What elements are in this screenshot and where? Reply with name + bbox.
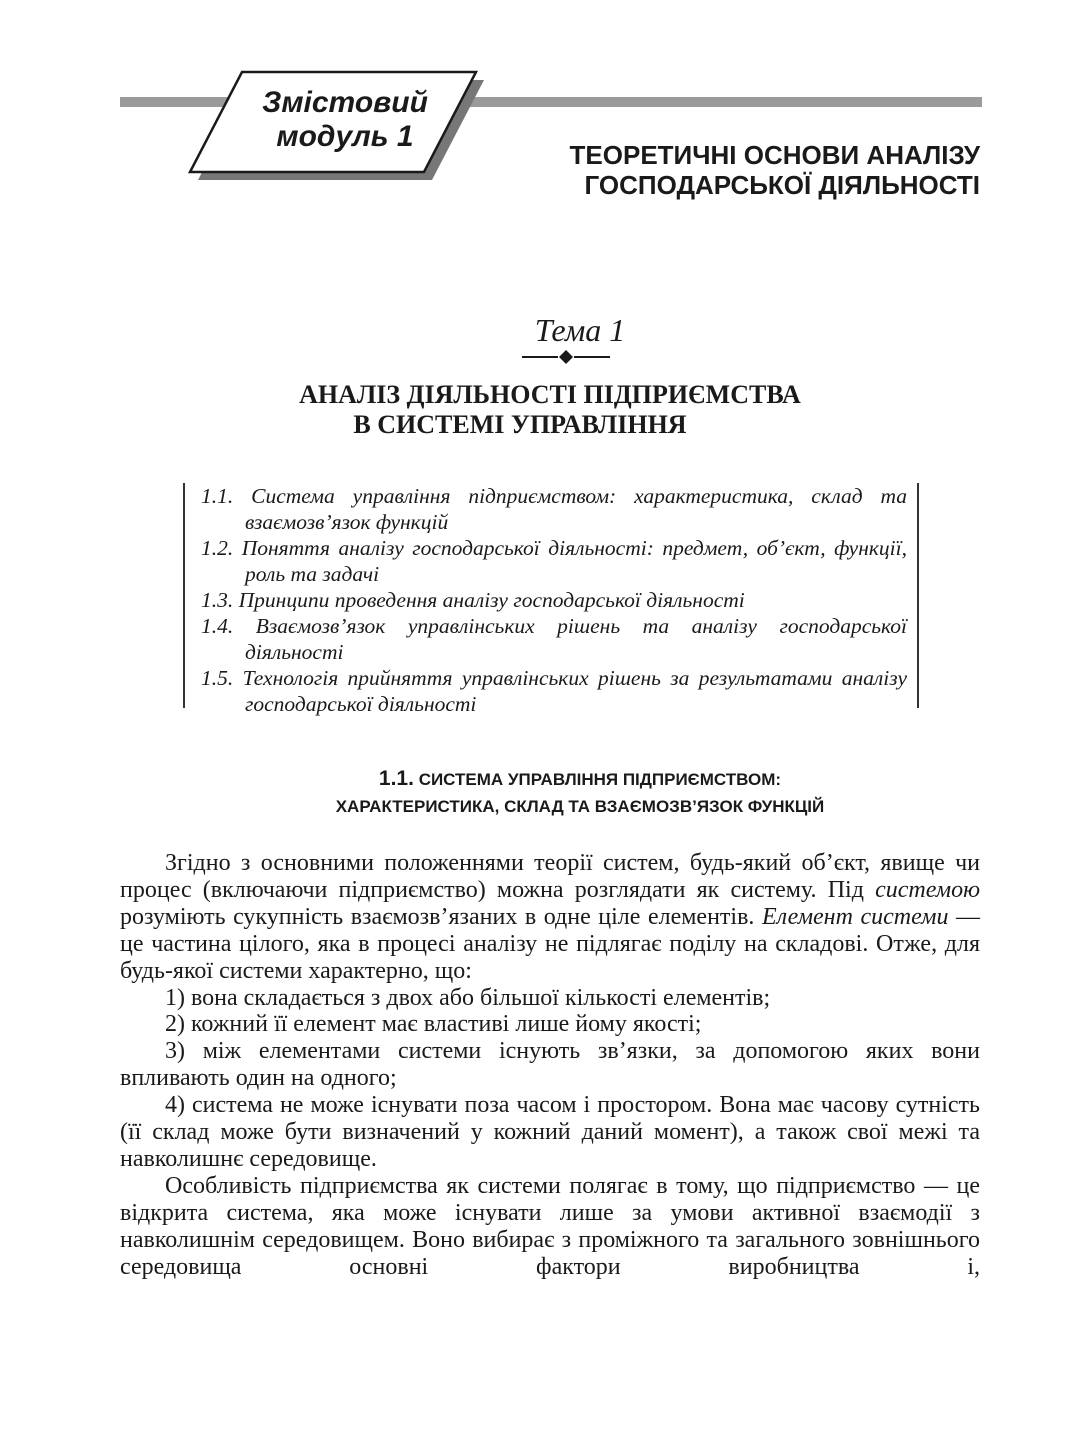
section-heading-line2: ХАРАКТЕРИСТИКА, СКЛАД ТА ВЗАЄМОЗВ’ЯЗОК ФУНКЦІЙ <box>335 797 825 816</box>
paragraph-text: Згідно з основними положеннями теорії систем, будь-який об’єкт, явище чи процес (включаючи підприємство) можна розглядати як систему. Під <box>120 850 980 903</box>
topic-title-line2: В СИСТЕМІ УПРАВЛІННЯ <box>353 410 687 439</box>
contents-item: 1.4. Взаємозв’язок управлінських рішень та аналізу господарської діяльності <box>201 614 907 664</box>
contents-item: 1.3. Принципи проведення аналізу господарської діяльності <box>201 588 745 612</box>
topic-title <box>240 380 860 440</box>
module-label <box>230 86 460 154</box>
list-item: 4) система не може існувати поза часом і простором. Вона має часову сутність (її склад може бути визначений у кожний даний момент), а також свої межі та навколишнє середовище. <box>120 1092 980 1172</box>
module-label-line1: Змістовий <box>262 86 428 119</box>
body-text <box>120 850 980 1281</box>
paragraph-text: розуміють сукупність взаємозв’язаних в одне ціле елементів. <box>120 903 762 930</box>
diamond-divider-icon <box>520 345 612 369</box>
module-label-line2: модуль 1 <box>276 120 414 153</box>
paragraph-text: — це частина цілого, яка в процесі аналізу не підлягає поділу на складові. Отже, для будь-якої системи характерно, що: <box>120 903 980 984</box>
contents-item: 1.5. Технологія прийняття управлінських рішень за результатами аналізу господарської діяльності <box>201 666 907 716</box>
topic-title-line1: АНАЛІЗ ДІЯЛЬНОСТІ ПІДПРИЄМСТВА <box>299 380 801 409</box>
topic-contents <box>183 483 919 716</box>
section-title-line2: ГОСПОДАРСЬКОЇ ДІЯЛЬНОСТІ <box>584 170 980 200</box>
contents-item: 1.2. Поняття аналізу господарської діяльності: предмет, об’єкт, функції, роль та задачі <box>201 536 907 586</box>
section-title-line1: ТЕОРЕТИЧНІ ОСНОВИ АНАЛІЗУ <box>569 140 980 170</box>
list-item: 1) вона складається з двох або більшої кількості елементів; <box>165 984 771 1011</box>
contents-item: 1.1. Система управління підприємством: характеристика, склад та взаємозв’язок функцій <box>201 484 907 534</box>
contents-list <box>185 483 907 717</box>
term: системою <box>875 876 980 903</box>
paragraph: Особливість підприємства як системи полягає в тому, що підприємство — це відкрита система, яка може існувати лише за умови активної взаємодії з навколишнім середовищем. Воно вибирає з проміжного та загального зовнішнього середовища основні фактори виробництва і, <box>120 1172 980 1280</box>
topic-label: Тема 1 <box>534 312 626 348</box>
section-heading <box>160 765 1000 820</box>
term: Елемент системи <box>761 903 949 930</box>
list-item: 3) між елементами системи існують зв’язки, за допомогою яких вони впливають один на одного; <box>120 1038 980 1092</box>
section-heading-text1: СИСТЕМА УПРАВЛІННЯ ПІДПРИЄМСТВОМ: <box>418 770 782 789</box>
section-title <box>490 140 980 200</box>
section-heading-line1 <box>160 765 1000 793</box>
list-item: 2) кожний її елемент має властиві лише йому якості; <box>165 1011 702 1038</box>
paragraph <box>120 850 980 985</box>
section-number: 1.1. <box>378 767 414 790</box>
